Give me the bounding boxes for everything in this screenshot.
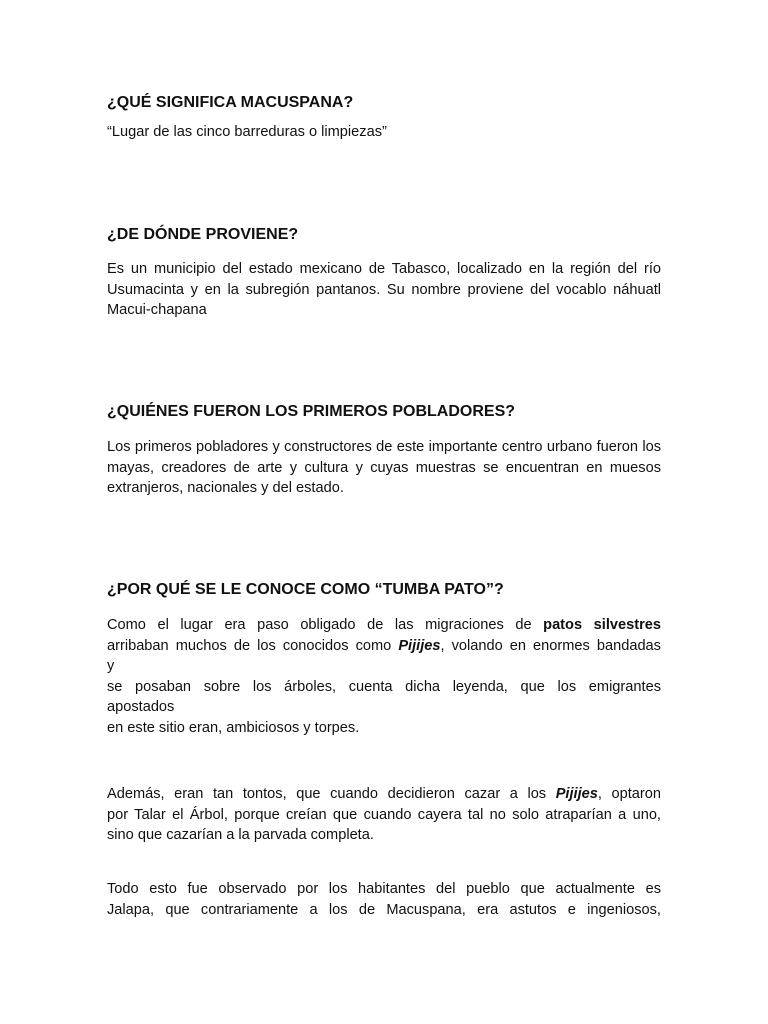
text-line: Jalapa, que contrariamente a los de Macuspana, era astutos e ingeniosos, <box>107 901 661 918</box>
paragraph-significado: “Lugar de las cinco barreduras o limpiezas” <box>107 124 387 140</box>
text-line: sino que cazarían a la parvada completa. <box>107 827 374 843</box>
text-line: apostados <box>107 699 175 715</box>
paragraph-tumba-pato-1 <box>107 615 661 738</box>
bold-patos-silvestres: patos silvestres <box>543 617 661 633</box>
heading-de-donde-proviene: ¿DE DÓNDE PROVIENE? <box>107 226 299 243</box>
paragraph-pobladores: Los primeros pobladores y constructores de este importante centro urbano fueron los mayas, creadores de arte y cultura y cuyas muestras se encuentran en muesos extranjeros, nacionales y del estado. <box>107 439 661 496</box>
text-line: se posaban sobre los árboles, cuenta dicha leyenda, que los emigrantes <box>107 678 661 695</box>
text-line: y <box>107 658 115 674</box>
heading-que-significa: ¿QUÉ SIGNIFICA MACUSPANA? <box>107 94 354 111</box>
bold-italic-pijijes: Pijijes <box>555 786 598 802</box>
text-line: arribaban muchos de los conocidos como Pijijes, volando en enormes bandadas <box>107 637 661 654</box>
text-line: Como el lugar era paso obligado de las migraciones de patos silvestres <box>107 617 661 633</box>
paragraph-tumba-pato-2 <box>107 784 661 846</box>
text-line: en este sitio eran, ambiciosos y torpes. <box>107 719 360 736</box>
paragraph-tumba-pato-3 <box>107 879 661 920</box>
text-line: Además, eran tan tontos, que cuando decidieron cazar a los Pijijes, optaron <box>107 786 662 802</box>
heading-primeros-pobladores: ¿QUIÉNES FUERON LOS PRIMEROS POBLADORES? <box>107 403 516 420</box>
paragraph-origen: Es un municipio del estado mexicano de Tabasco, localizado en la región del río Usumacinta y en la subregión pantanos. Su nombre proviene del vocablo náhuatl Macui-chapana <box>107 261 661 318</box>
text-line: por Talar el Árbol, porque creían que cuando cayera tal no solo atraparían a uno, <box>107 806 661 823</box>
bold-italic-pijijes: Pijijes <box>398 637 441 654</box>
text-line: Todo esto fue observado por los habitantes del pueblo que actualmente es <box>107 881 661 897</box>
heading-tumba-pato: ¿POR QUÉ SE LE CONOCE COMO “TUMBA PATO”? <box>107 581 504 598</box>
